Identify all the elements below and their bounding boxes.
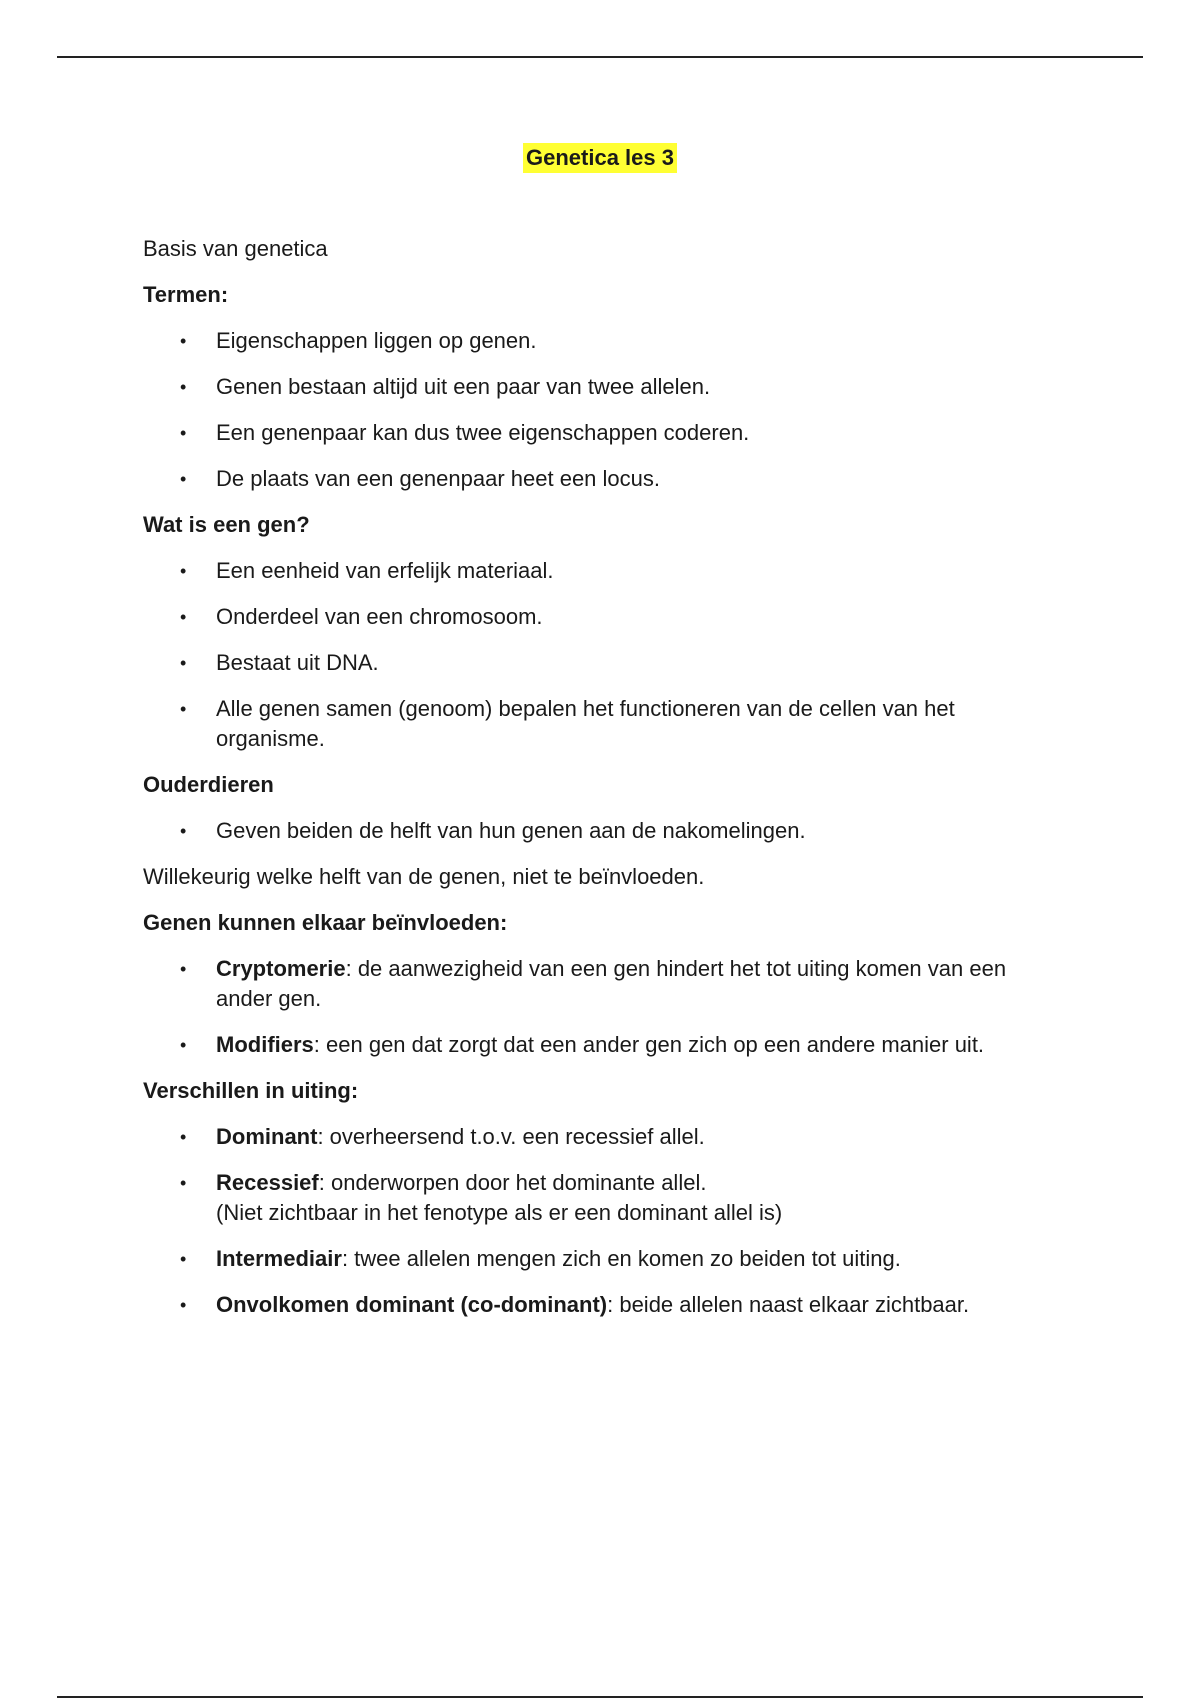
term-definition: : een gen dat zorgt dat een ander gen zich op een andere manier uit. — [313, 1032, 985, 1057]
list-item — [143, 954, 1063, 1014]
bullet-icon: • — [180, 469, 187, 489]
list-item-text: Genen bestaan altijd uit een paar van twee allelen. — [216, 374, 711, 399]
ouderdieren-note: Willekeurig welke helft van de genen, niet te beïnvloeden. — [143, 864, 705, 889]
bullet-icon: • — [180, 1035, 187, 1055]
heading-wat-is-een-gen: Wat is een gen? — [143, 512, 310, 537]
term-label: Intermediair — [216, 1246, 342, 1271]
bullet-icon: • — [180, 331, 187, 351]
list-item — [143, 1244, 1063, 1274]
term-definition: : overheersend t.o.v. een recessief allel. — [317, 1124, 705, 1149]
bullet-icon: • — [180, 653, 187, 673]
term-label: Dominant — [216, 1124, 318, 1149]
list-gen — [143, 556, 1063, 754]
term-definition: : twee allelen mengen zich en komen zo beiden tot uiting. — [341, 1246, 901, 1271]
document-body — [143, 234, 1063, 1336]
bullet-icon: • — [180, 1249, 187, 1269]
bullet-icon: • — [180, 1173, 187, 1193]
term-definition: : de aanwezigheid van een gen hindert het tot uiting komen van een ander gen. — [216, 956, 1007, 1011]
bullet-icon: • — [180, 959, 187, 979]
list-item-text: Onderdeel van een chromosoom. — [216, 604, 543, 629]
list-item-text: Alle genen samen (genoom) bepalen het functioneren van de cellen van het organisme. — [216, 696, 955, 751]
list-beinvloeden — [143, 954, 1063, 1060]
list-item — [143, 464, 1063, 494]
list-ouderdieren — [143, 816, 1063, 846]
term-label: Onvolkomen dominant (co-dominant) — [216, 1292, 608, 1317]
list-item — [143, 1030, 1063, 1060]
list-termen — [143, 326, 1063, 494]
list-item-text: Een eenheid van erfelijk materiaal. — [216, 558, 554, 583]
list-item — [143, 694, 1063, 754]
bottom-rule — [57, 1696, 1143, 1698]
list-item-text: Een genenpaar kan dus twee eigenschappen coderen. — [216, 420, 750, 445]
list-item-text: Geven beiden de helft van hun genen aan de nakomelingen. — [216, 818, 806, 843]
bullet-icon: • — [180, 607, 187, 627]
bullet-icon: • — [180, 423, 187, 443]
list-item — [143, 1290, 1063, 1320]
term-definition: : beide allelen naast elkaar zichtbaar. — [607, 1292, 970, 1317]
list-item — [143, 326, 1063, 356]
list-item — [143, 648, 1063, 678]
top-rule — [57, 56, 1143, 58]
list-item-text: De plaats van een genenpaar heet een locus. — [216, 466, 660, 491]
term-extra-note: (Niet zichtbaar in het fenotype als er een dominant allel is) — [216, 1200, 783, 1225]
bullet-icon: • — [180, 1295, 187, 1315]
list-item-text: Bestaat uit DNA. — [216, 650, 379, 675]
list-item — [143, 418, 1063, 448]
list-item — [143, 556, 1063, 586]
list-item — [143, 602, 1063, 632]
list-item — [143, 816, 1063, 846]
list-item — [143, 1122, 1063, 1152]
title-wrap — [0, 143, 1200, 173]
page-title: Genetica les 3 — [523, 143, 677, 173]
term-label: Modifiers — [216, 1032, 314, 1057]
heading-ouderdieren: Ouderdieren — [143, 772, 274, 797]
term-definition: : onderworpen door het dominante allel. — [318, 1170, 707, 1195]
list-item-text: Eigenschappen liggen op genen. — [216, 328, 537, 353]
heading-beinvloeden: Genen kunnen elkaar beïnvloeden: — [143, 910, 508, 935]
bullet-icon: • — [180, 821, 187, 841]
list-item — [143, 1168, 1063, 1228]
list-item — [143, 372, 1063, 402]
bullet-icon: • — [180, 377, 187, 397]
heading-termen: Termen: — [143, 282, 229, 307]
heading-uiting: Verschillen in uiting: — [143, 1078, 359, 1103]
term-label: Cryptomerie — [216, 956, 346, 981]
intro-text: Basis van genetica — [143, 236, 328, 261]
bullet-icon: • — [180, 699, 187, 719]
term-label: Recessief — [216, 1170, 319, 1195]
list-uiting — [143, 1122, 1063, 1320]
bullet-icon: • — [180, 561, 187, 581]
bullet-icon: • — [180, 1127, 187, 1147]
